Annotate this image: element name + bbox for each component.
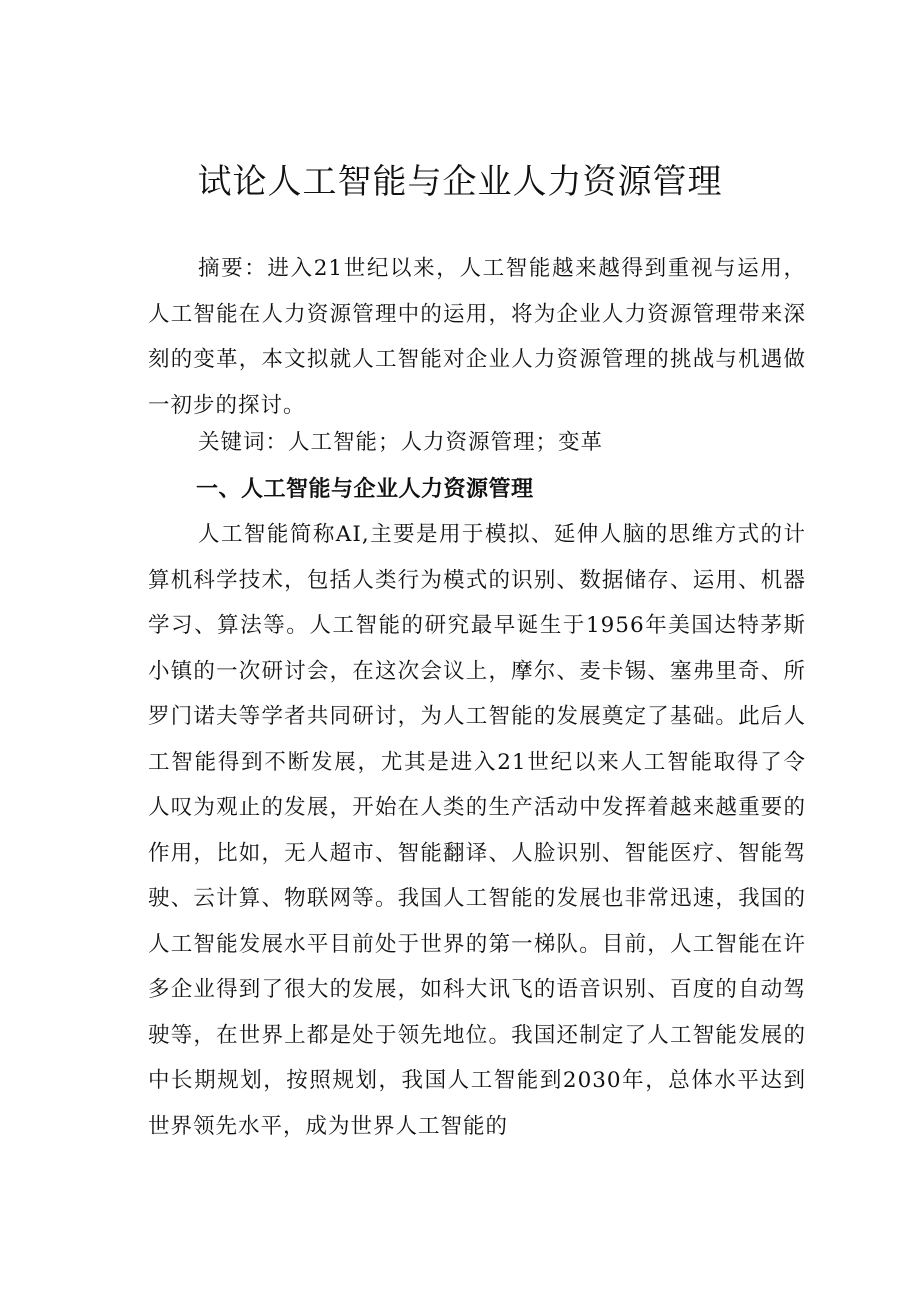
keywords-line: 关键词：人工智能；人力资源管理；变革 — [198, 430, 604, 455]
section-heading: 一、人工智能与企业人力资源管理 — [196, 477, 534, 502]
body-paragraph: 人工智能简称AI,主要是用于模拟、延伸人脑的思维方式的计算机科学技术，包括人类行为模式的识别、数据储存、运用、机器学习、算法等。人工智能的研究最早诞生于1956年美国达特茅斯小镇的一次研讨会，在这次会议上，摩尔、麦卡锡、塞弗里奇、所罗门诺夫等学者共同研讨，为人工智能的发展奠定了基础。此后人工智能得到不断发展，尤其是进入21世纪以来人工智能取得了令人叹为观止的发展，开始在人类的生产活动中发挥着越来越重要的作用，比如，无人超市、智能翻译、人脸识别、智能医疗、智能驾驶、云计算、物联网等。我国人工智能的发展也非常迅速，我国的人工智能发展水平目前处于世界的第一梯队。目前，人工智能在许多企业得到了很大的发展，如科大讯飞的语音识别、百度的自动驾驶等，在世界上都是处于领先地位。我国还制定了人工智能发展的中长期规划，按照规划，我国人工智能到2030年，总体水平达到世界领先水平，成为世界人工智能的 — [148, 522, 806, 1139]
abstract-paragraph: 摘要：进入21世纪以来，人工智能越来越得到重视与运用，人工智能在人力资源管理中的运用，将为企业人力资源管理带来深刻的变革，本文拟就人工智能对企业人力资源管理的挑战与机遇做一初步的探讨。 — [148, 256, 806, 418]
document-title: 试论人工智能与企业人力资源管理 — [197, 162, 723, 202]
